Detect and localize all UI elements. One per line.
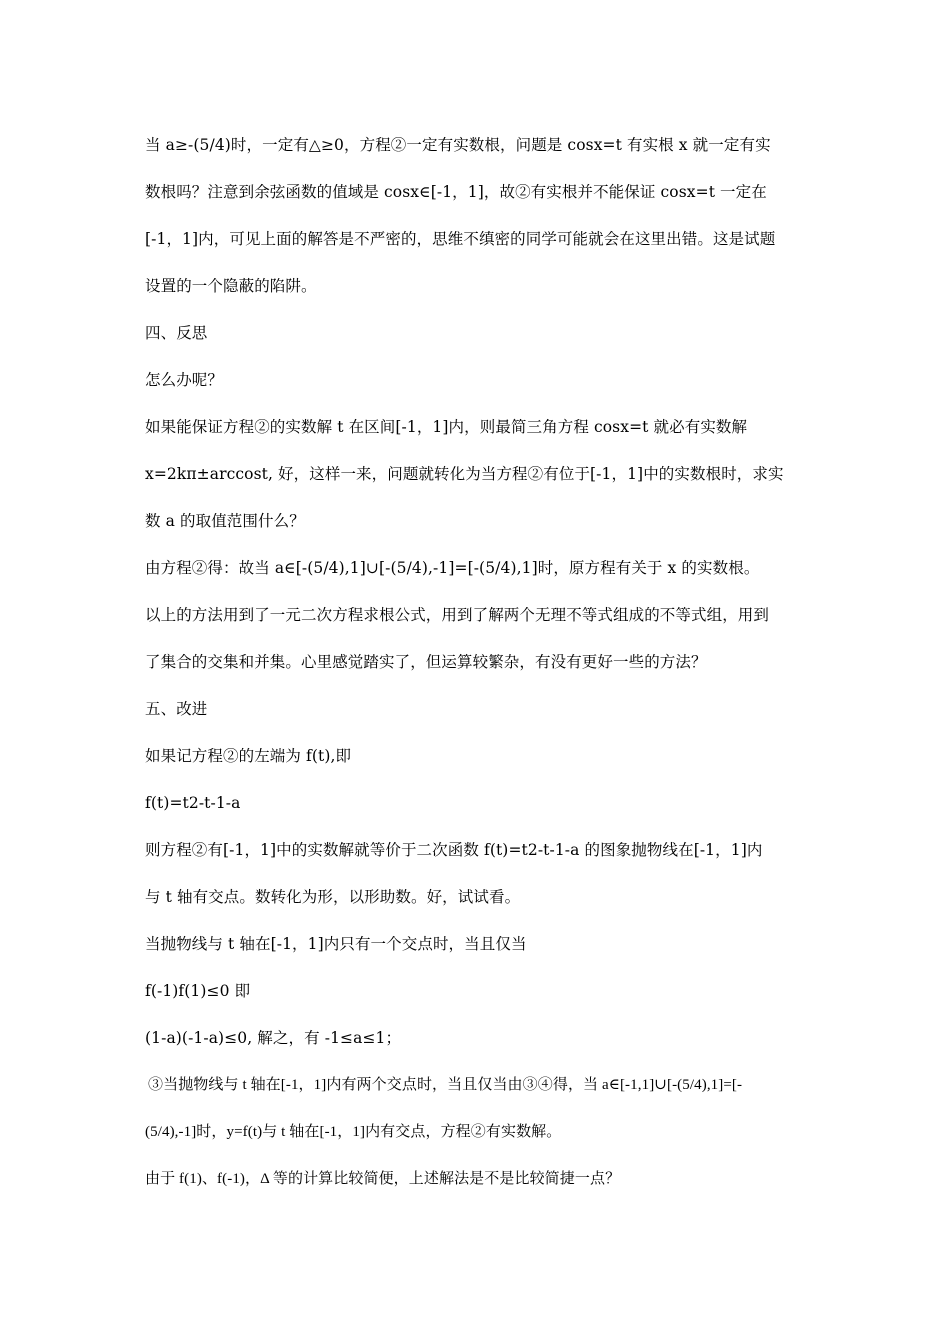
paragraph-line: 当抛物线与 t 轴在[-1，1]内只有一个交点时，当且仅当 (145, 935, 527, 953)
formula-line: f(-1)f(1)≤0 即 (145, 982, 251, 1000)
formula-line: f(t)=t2-t-1-a (145, 794, 241, 812)
formula-line: (1-a)(-1-a)≤0, 解之，有 -1≤a≤1； (145, 1029, 402, 1047)
paragraph-line: [-1，1]内，可见上面的解答是不严密的，思维不缜密的同学可能就会在这里出错。这是试题 (145, 230, 776, 248)
paragraph-line: 当 a≥-(5/4)时，一定有△≥0，方程②一定有实数根，问题是 cosx=t 有实根 x 就一定有实 (145, 136, 771, 154)
paragraph-line: 如果能保证方程②的实数解 t 在区间[-1，1]内，则最简三角方程 cosx=t 就必有实数解 (145, 418, 748, 436)
paragraph-line: ③当抛物线与 t 轴在[-1，1]内有两个交点时，当且仅当由③④得，当 a∈[-1,1]∪[-(5/4),1]=[- (148, 1077, 743, 1093)
paragraph-line: 以上的方法用到了一元二次方程求根公式，用到了解两个无理不等式组成的不等式组，用到 (145, 606, 770, 624)
section-heading-improvement: 五、改进 (145, 700, 208, 718)
paragraph-line: 数 a 的取值范围什么？ (145, 512, 305, 530)
document-body (145, 122, 815, 1203)
paragraph-line: 设置的一个隐蔽的陷阱。 (145, 277, 317, 295)
paragraph-line: 则方程②有[-1，1]中的实数解就等价于二次函数 f(t)=t2-t-1-a 的图象抛物线在[-1，1]内 (145, 841, 763, 859)
paragraph-line: (5/4),-1]时，y=f(t)与 t 轴在[-1，1]内有交点，方程②有实数解。 (145, 1124, 562, 1140)
paragraph-line: 由方程②得：故当 a∈[-(5/4),1]∪[-(5/4),-1]=[-(5/4),1]时，原方程有关于 x 的实数根。 (145, 559, 760, 577)
paragraph-line: 与 t 轴有交点。数转化为形，以形助数。好，试试看。 (145, 888, 521, 906)
paragraph-line: 如果记方程②的左端为 f(t),即 (145, 747, 352, 765)
paragraph-line: x=2kπ±arccost, 好，这样一来，问题就转化为当方程②有位于[-1，1]中的实数根时，求实 (145, 465, 784, 483)
paragraph-line: 怎么办呢？ (145, 371, 224, 389)
paragraph-line: 了集合的交集和并集。心里感觉踏实了，但运算较繁杂，有没有更好一些的方法？ (145, 653, 707, 671)
section-heading-reflection: 四、反思 (145, 324, 208, 342)
paragraph-line: 数根吗？注意到余弦函数的值域是 cosx∈[-1，1]，故②有实根并不能保证 cosx=t 一定在 (145, 183, 767, 201)
paragraph-line: 由于 f(1)、f(-1)，Δ 等的计算比较简便，上述解法是不是比较简捷一点？ (145, 1171, 621, 1187)
